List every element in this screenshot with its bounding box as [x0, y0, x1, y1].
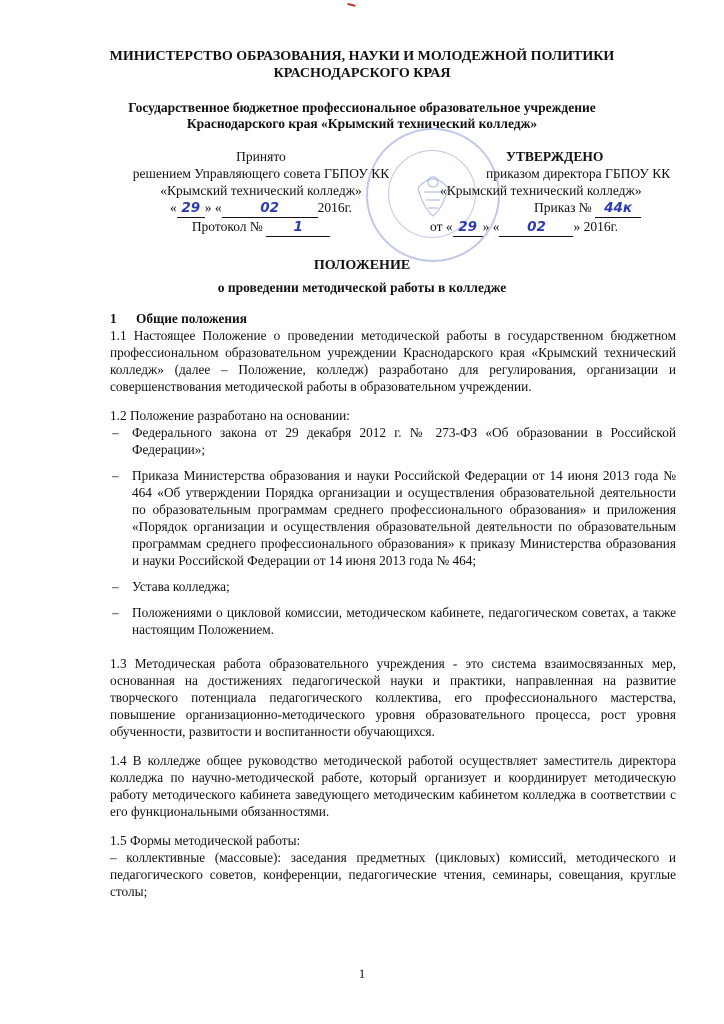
- date-month-right-handwritten: 02: [499, 219, 573, 237]
- protocol-line: [96, 218, 426, 237]
- director-order: приказом директора ГБПОУ КК: [486, 166, 671, 181]
- date-year: 2016г.: [317, 200, 352, 215]
- dash-marker: –: [112, 425, 119, 440]
- accepted-date: [96, 199, 426, 218]
- approved-date: [426, 218, 666, 237]
- order-label: Приказ №: [534, 200, 592, 215]
- date-mid-right: » «: [482, 219, 500, 234]
- institution-line1: Государственное бюджетное профессиональное образовательное учреждение: [128, 100, 596, 115]
- legal-basis-list: [110, 424, 676, 638]
- document-title: ПОЛОЖЕНИЕ: [313, 258, 411, 273]
- list-item: [110, 467, 676, 569]
- red-mark: [347, 0, 356, 7]
- institution-header: [60, 100, 664, 132]
- paragraph-1-4: 1.4 В колледже общее руководство методической работой осуществляет заместитель директора колледжа по научно-методической работе, который организует и координирует методическую работу методического кабинета заведующего методическим кабинетом колледжа в соответствии с его функциональными обязанностями.: [110, 753, 676, 819]
- list-item: [110, 578, 676, 595]
- protocol-label: Протокол №: [191, 219, 263, 234]
- list-item-text: Приказа Министерства образования и науки Российской Федерации от 14 июня 2013 года № 464 «Об утверждении Порядка организации и осуществления образовательной деятельности по образовательным программам среднего профессионального образования» и приложения «Порядок организации и осуществления образовательной деятельности по образовательным программам среднего профессионального образования» к приказу Министерства образования и науки Российской Федерации от 14 июня 2013 года № 464;: [132, 468, 676, 568]
- date-mid-quote: » «: [204, 200, 222, 215]
- list-item: [110, 604, 676, 638]
- paragraph-1-5-intro: 1.5 Формы методической работы:: [110, 833, 301, 848]
- page-number: 1: [358, 966, 366, 981]
- section-heading: [110, 310, 676, 327]
- approved-label: УТВЕРЖДЕНО: [506, 149, 604, 164]
- ministry-line2: КРАСНОДАРСКОГО КРАЯ: [273, 66, 451, 81]
- paragraph-1-5-item: – коллективные (массовые): заседания предметных (цикловых) комиссий, методического и педагогического советов, конференции, педагогические чтения, семинары, совещания, круглые столы;: [110, 850, 676, 899]
- date-open-quote: «: [169, 200, 177, 215]
- date-day-handwritten: 29: [177, 200, 205, 218]
- list-item-text: Положениями о цикловой комиссии, методическом кабинете, педагогическом советах, а также настоящим Положением.: [132, 605, 676, 637]
- ministry-header: [60, 48, 664, 82]
- date-year-right: » 2016г.: [573, 219, 618, 234]
- dash-marker: –: [112, 579, 119, 594]
- list-item-text: Устава колледжа;: [132, 579, 230, 594]
- order-line: [426, 199, 666, 218]
- college-name-left: «Крымский технический колледж»: [160, 183, 362, 198]
- list-item-text: Федерального закона от 29 декабря 2012 г. № 273-ФЗ «Об образовании в Российской Федерации»;: [132, 425, 676, 457]
- approval-left-block: [96, 148, 426, 237]
- date-prefix-right: от «: [430, 219, 453, 234]
- order-number-handwritten: 44к: [595, 200, 641, 218]
- paragraph-1-1: 1.1 Настоящее Положение о проведении методической работы в государственном бюджетном профессиональном образовательном учреждении Краснодарского края «Крымский технический колледж» (далее – Положение, колледж) разработано для регулирования, организации и совершенствования методической работы в образовательном учреждении.: [110, 328, 676, 394]
- paragraph-1-3: 1.3 Методическая работа образовательного учреждения - это система взаимосвязанных мер, основанная на достижениях педагогической науки и практики, направленная на развитие творческого потенциала педагогического коллектива, его профессионального мастерства, повышение организационно-методического уровня образовательного процесса, рост уровня обученности, развитости и воспитанности обучающихся.: [110, 656, 676, 739]
- document-body: [110, 310, 676, 900]
- ministry-line1: МИНИСТЕРСТВО ОБРАЗОВАНИЯ, НАУКИ И МОЛОДЕЖНОЙ ПОЛИТИКИ: [109, 49, 615, 64]
- section-title: Общие положения: [136, 311, 247, 326]
- approval-right-block: [426, 148, 671, 237]
- college-name-right: «Крымский технический колледж»: [440, 183, 642, 198]
- section-number: 1: [110, 311, 117, 326]
- accepted-label: Принято: [236, 149, 286, 164]
- council-decision: решением Управляющего совета ГБПОУ КК: [132, 166, 390, 181]
- date-month-handwritten: 02: [222, 200, 318, 218]
- dash-marker: –: [112, 468, 119, 483]
- dash-marker: –: [112, 605, 119, 620]
- institution-line2: Краснодарского края «Крымский технический колледж»: [186, 116, 538, 131]
- protocol-number-handwritten: 1: [266, 219, 330, 237]
- document-subtitle: о проведении методической работы в колледже: [217, 280, 507, 295]
- paragraph-1-2-intro: 1.2 Положение разработано на основании:: [110, 408, 350, 423]
- date-day-right-handwritten: 29: [453, 219, 483, 237]
- list-item: [110, 424, 676, 458]
